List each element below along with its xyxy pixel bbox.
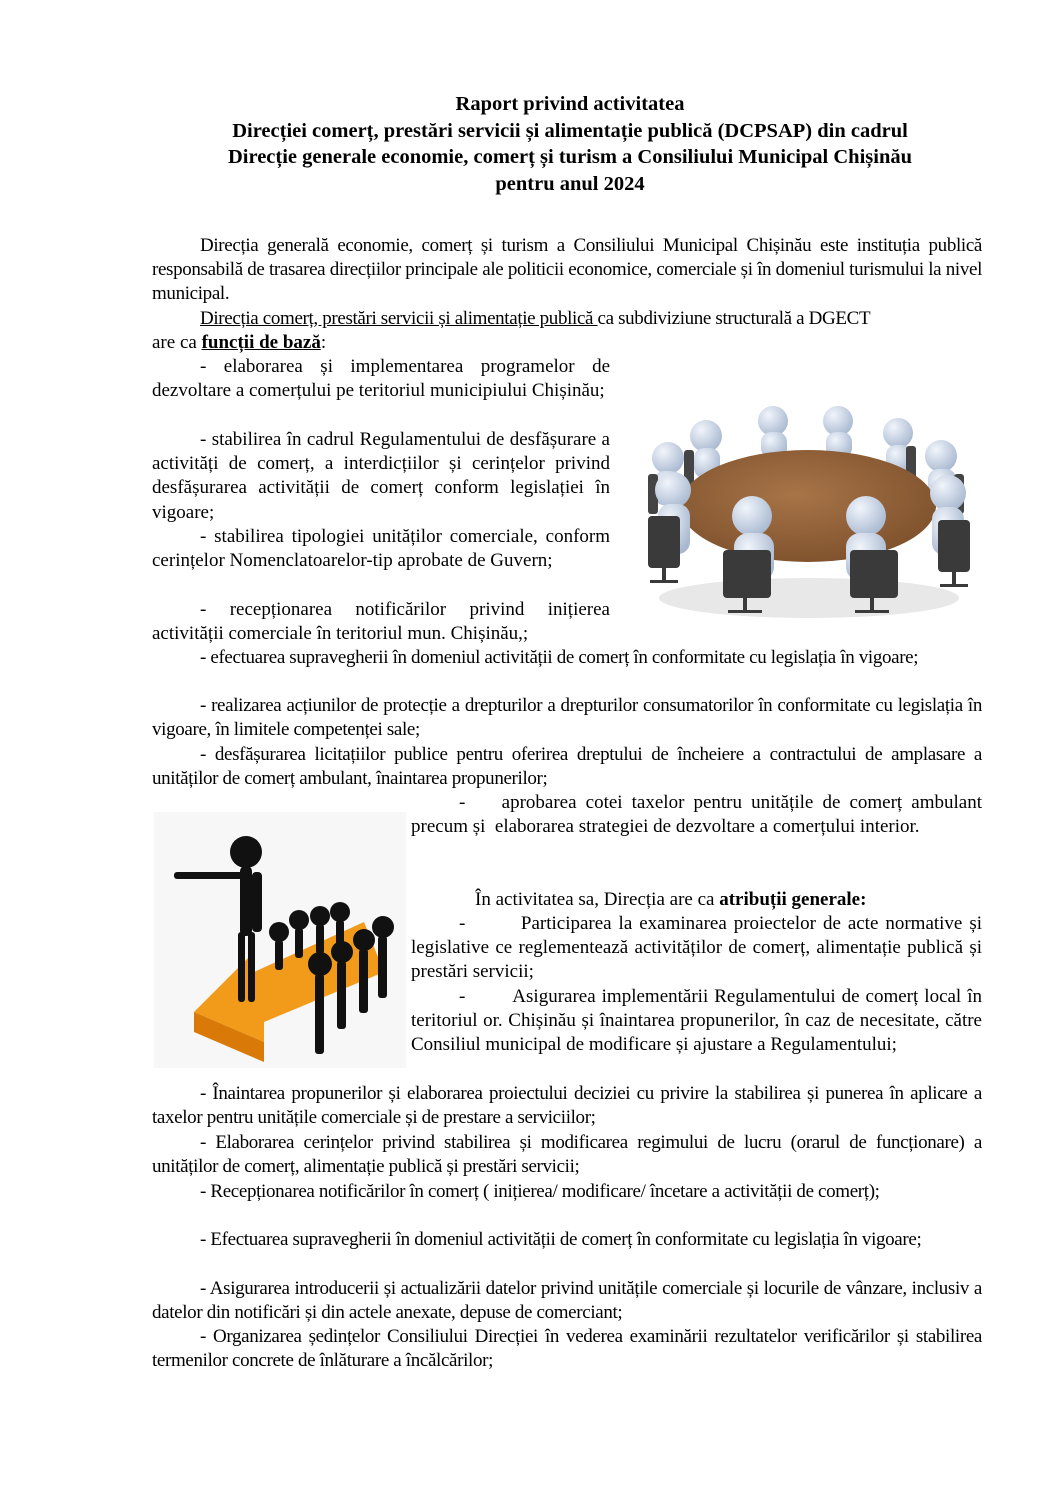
directorate-name: Direcția comerț, prestări servicii și alimentație publică xyxy=(200,308,598,329)
function-item: - stabilirea tipologiei unităților comerciale, conform cerințelor Nomenclatoarelor-tip aprobate de Guvern; xyxy=(152,526,610,572)
meeting-table-illustration xyxy=(628,388,990,623)
attributions-heading xyxy=(475,888,866,912)
attribution-item: - Recepționarea notificărilor în comerț ( inițierea/ modificare/ încetare a activității de comerț); xyxy=(200,1181,880,1202)
functions-intro xyxy=(152,307,982,331)
round-table xyxy=(680,450,936,562)
title-line-1: Raport privind activitatea xyxy=(455,93,685,115)
functions-suffix: : xyxy=(320,332,327,353)
attribution-item: - Efectuarea supravegherii în domeniul activității de comerț în conformitate cu legislația în vigoare; xyxy=(200,1229,922,1250)
attribution-item: - Elaborarea cerințelor privind stabilirea și modificarea regimului de lucru (orarul de funcționare) a unităților de comerț, alimentație publică și prestări servicii; xyxy=(152,1132,982,1178)
attribution-item: - Asigurarea introducerii și actualizării datelor privind unitățile comerciale și locurile de vânzare, inclusiv a datelor din notificări și din actele anexate, depuse de comerciant; xyxy=(152,1278,982,1324)
attribution-item: - Asigurarea implementării Regulamentului de comerț local în teritoriul or. Chișinău și înaintarea propunerilor, în caz de necesitate, către Consiliul municipal de modificare și ajustare a Regulamentului; xyxy=(411,986,987,1056)
functions-heading xyxy=(152,331,326,355)
functions-bold: funcții de bază xyxy=(201,332,321,353)
functions-prefix: are ca xyxy=(152,332,202,353)
function-item: - efectuarea supravegherii în domeniul activității de comerț în conformitate cu legislația în vigoare; xyxy=(200,647,919,668)
document-title xyxy=(150,91,990,197)
function-item: - stabilirea în cadrul Regulamentului de desfășurare a activități de comerț, a interdicțiilor și cerințelor privind desfășurarea activității de comerț conform legislației în vigoare; xyxy=(152,429,610,523)
intro-paragraph: Direcția generală economie, comerț și turism a Consiliului Municipal Chișinău este instituția publică responsabilă de trasarea direcțiilor principale ale politicii economice, comerciale și în domeniul turismului la nivel municipal. xyxy=(152,235,982,305)
attribution-item: - Organizarea ședințelor Consiliului Direcției în vederea examinării rezultatelor verificărilor și stabilirea termenilor concrete de înlăturare a încălcărilor; xyxy=(152,1326,982,1372)
function-item: - aprobarea cotei taxelor pentru unitățile de comerț ambulant precum și elaborarea strategiei de dezvoltare a comerțului interior. xyxy=(411,792,987,838)
function-item: - desfășurarea licitațiilor publice pentru oferirea dreptului de încheiere a contractului de amplasare a unităților de comerț ambulant, înaintarea propunerilor; xyxy=(152,744,982,790)
function-item: - elaborarea și implementarea programelor de dezvoltare a comerțului pe teritoriul municipiului Chișinău; xyxy=(152,356,610,402)
leader-arrow-illustration xyxy=(154,812,406,1068)
function-item: - recepționarea notificărilor privind inițierea activității comerciale în teritoriul mun. Chișinău,; xyxy=(152,599,610,645)
attribution-item: - Înaintarea propunerilor și elaborarea proiectului deciziei cu privire la stabilirea și punerea în aplicare a taxelor pentru unitățile comerciale și de prestare a serviciilor; xyxy=(152,1083,982,1129)
title-line-2: Direcției comerț, prestări servicii și alimentație publică (DCPSAP) din cadrul xyxy=(232,119,908,142)
function-item: - realizarea acțiunilor de protecție a drepturilor a drepturilor consumatorilor în conformitate cu legislația în vigoare, în limitele competenței sale; xyxy=(152,695,982,741)
functions-intro-rest: ca subdiviziune structurală a DGECT xyxy=(597,308,871,329)
title-line-4: pentru anul 2024 xyxy=(495,172,645,195)
attributions-bold: atribuții generale: xyxy=(719,889,867,910)
attribution-item: - Participarea la examinarea proiectelor de acte normative și legislative ce reglementează activităților de comerț, alimentație publică și prestări servicii; xyxy=(411,913,987,983)
attributions-prefix: În activitatea sa, Direcția are ca xyxy=(475,889,720,910)
title-line-3: Direcție generale economie, comerț și turism a Consiliului Municipal Chișinău xyxy=(227,146,913,168)
